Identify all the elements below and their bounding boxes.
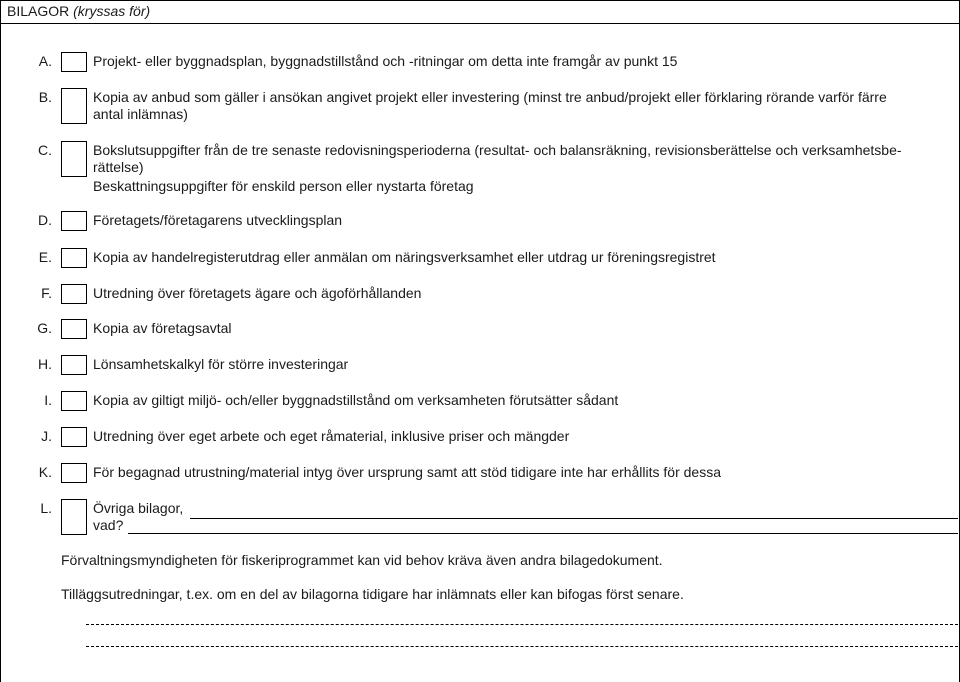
item-text: Utredning över företagets ägare och ägoförhållanden bbox=[93, 285, 422, 301]
item-text: Kopia av giltigt miljö- och/eller byggnadstillstånd om verksamheten förutsätter sådant bbox=[93, 392, 619, 408]
checkbox-h[interactable] bbox=[61, 355, 87, 375]
checkbox-e[interactable] bbox=[61, 248, 87, 268]
section-title: BILAGOR (kryssas för) bbox=[7, 3, 151, 19]
note-other-documents: Förvaltningsmyndigheten för fiskeriprogrammet kan vid behov kräva även andra bilagedokument. bbox=[61, 552, 663, 568]
item-text: Lönsamhetskalkyl för större investeringar bbox=[93, 356, 349, 372]
checkbox-g[interactable] bbox=[61, 319, 87, 339]
section-header bbox=[0, 0, 960, 24]
item-text: Företagets/företagarens utvecklingsplan bbox=[93, 212, 343, 228]
checkbox-j[interactable] bbox=[61, 427, 87, 447]
item-text: För begagnad utrustning/material intyg över ursprung samt att stöd tidigare inte har erhållits för dessa bbox=[93, 464, 721, 480]
checkbox-i[interactable] bbox=[61, 391, 87, 411]
other-attachments-line[interactable] bbox=[190, 518, 958, 519]
item-letter: K. bbox=[38, 464, 52, 480]
item-letter: E. bbox=[38, 249, 52, 265]
item-text: Kopia av handelregisterutdrag eller anmälan om näringsverksamhet eller utdrag ur föreningsregistret bbox=[93, 249, 716, 265]
checkbox-f[interactable] bbox=[61, 284, 87, 304]
other-attachments-line-2[interactable] bbox=[128, 533, 958, 534]
checkbox-c[interactable] bbox=[61, 141, 87, 177]
item-text: Bokslutsuppgifter från de tre senaste redovisningsperioderna (resultat- och balansräkning, revisionsberättelse och verksamhetsbe- bbox=[93, 142, 902, 158]
checkbox-l[interactable] bbox=[61, 499, 87, 535]
checkbox-k[interactable] bbox=[61, 463, 87, 483]
item-text: Projekt- eller byggnadsplan, byggnadstillstånd och -ritningar om detta inte framgår av punkt 15 bbox=[93, 53, 678, 69]
item-text-cont: rättelse) bbox=[93, 159, 144, 175]
item-letter: F. bbox=[41, 285, 52, 301]
item-letter: I. bbox=[44, 392, 52, 408]
item-letter: L. bbox=[40, 500, 52, 516]
checkbox-b[interactable] bbox=[61, 88, 87, 124]
note-supplementary: Tilläggsutredningar, t.ex. om en del av bilagorna tidigare har inlämnats eller kan bifogas först senare. bbox=[61, 586, 684, 602]
item-text-cont: antal inlämnas) bbox=[93, 106, 188, 122]
item-text-extra: Beskattningsuppgifter för enskild person eller nystarta företag bbox=[93, 178, 474, 194]
item-text: Utredning över eget arbete och eget råmaterial, inklusive priser och mängder bbox=[93, 428, 570, 444]
item-letter: D. bbox=[38, 212, 52, 228]
item-letter: B. bbox=[38, 89, 52, 105]
item-text: Övriga bilagor, bbox=[93, 500, 184, 516]
item-letter: C. bbox=[38, 142, 52, 158]
checkbox-d[interactable] bbox=[61, 211, 87, 231]
supplementary-line-2[interactable] bbox=[86, 646, 958, 647]
supplementary-line-1[interactable] bbox=[86, 624, 958, 625]
checkbox-a[interactable] bbox=[61, 52, 87, 72]
item-text: Kopia av företagsavtal bbox=[93, 320, 232, 336]
item-text-cont: vad? bbox=[93, 517, 124, 533]
item-letter: G. bbox=[37, 320, 52, 336]
item-text: Kopia av anbud som gäller i ansökan angivet projekt eller investering (minst tre anbud/projekt eller förklaring rörande varför färre bbox=[93, 89, 887, 105]
item-letter: A. bbox=[38, 53, 52, 69]
item-letter: J. bbox=[41, 428, 52, 444]
item-letter: H. bbox=[38, 356, 52, 372]
